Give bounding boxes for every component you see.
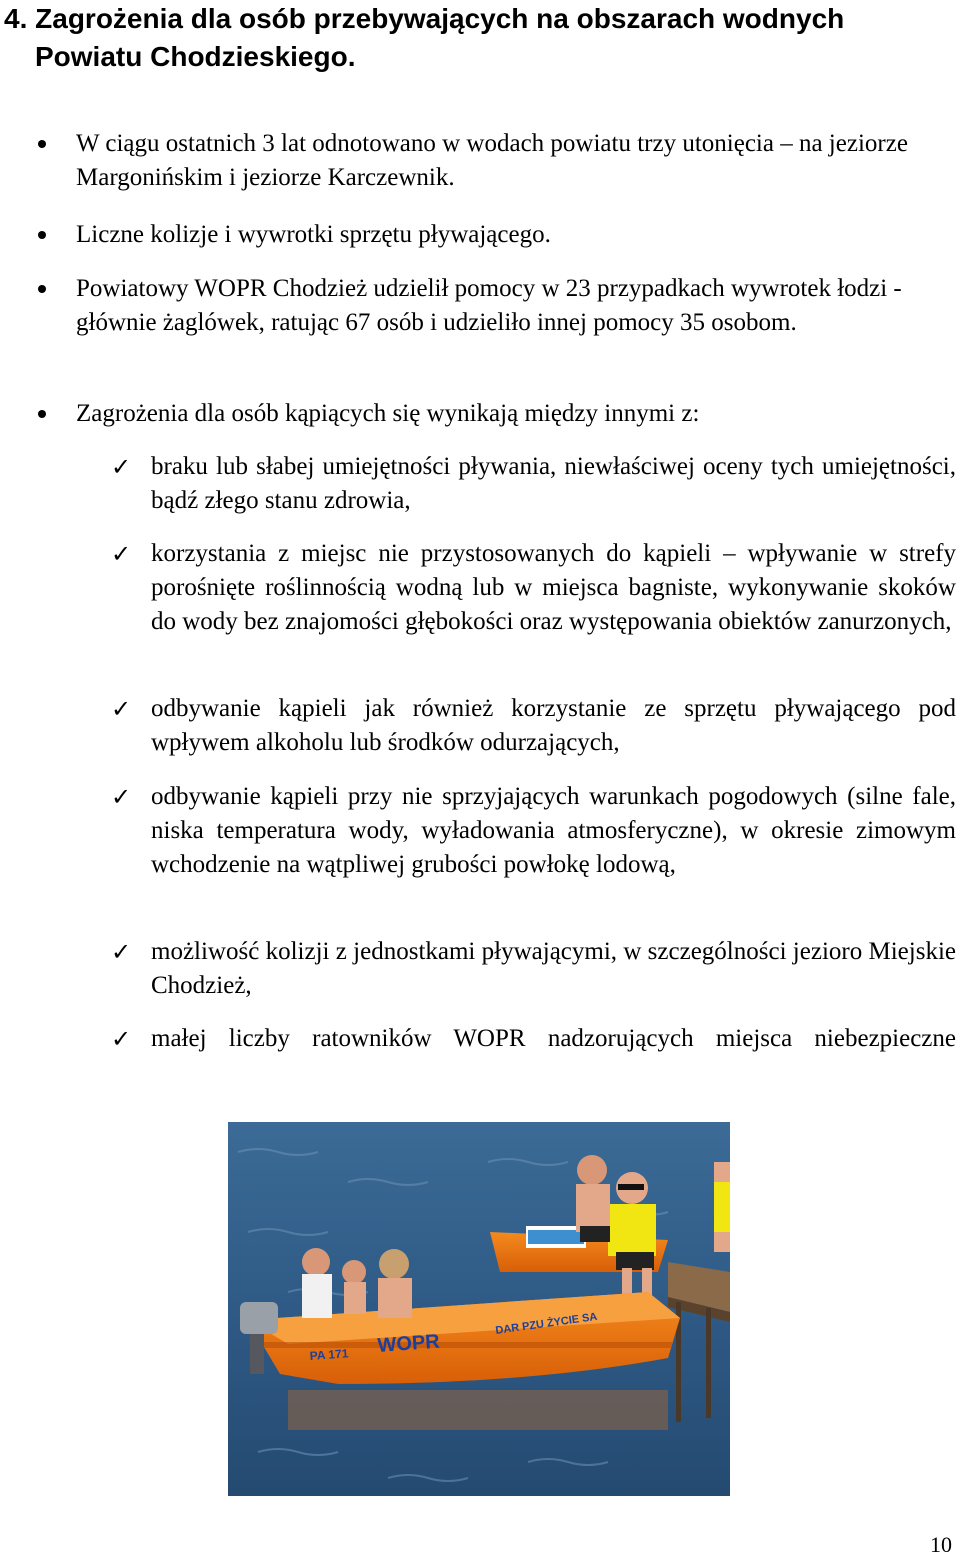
- person-standing-right: [714, 1162, 730, 1252]
- bullet-item-collisions: [76, 218, 932, 252]
- check-item-weather: [111, 780, 956, 882]
- check-text: odbywanie kąpieli jak również korzystanie ze sprzętu pływającego pod wpływem alkoholu lub środków odurzających,: [151, 695, 956, 756]
- section-number: 4.: [4, 3, 28, 34]
- boat-registration: PA 171: [309, 1346, 349, 1363]
- check-item-unsuitable-places: [111, 537, 956, 639]
- check-text: małej liczby ratowników WOPR nadzorujących miejsca niebezpieczne: [151, 1025, 956, 1052]
- checkmark-icon: ✓: [111, 938, 132, 966]
- check-text: możliwość kolizji z jednostkami pływającymi, w szczególności jezioro Miejskie Chodzież,: [151, 938, 956, 999]
- section-title-line1: Zagrożenia dla osób przebywających na obszarach wodnych: [35, 3, 845, 34]
- boat-lettering: WOPR: [376, 1330, 441, 1357]
- checkmark-icon: ✓: [111, 783, 132, 811]
- bullet-text: Liczne kolizje i wywrotki sprzętu pływającego.: [76, 221, 551, 248]
- check-text: braku lub słabej umiejętności pływania, niewłaściwej oceny tych umiejętności, bądź złego stanu zdrowia,: [151, 453, 956, 514]
- bullet-text: W ciągu ostatnich 3 lat odnotowano w wodach powiatu trzy utonięcia – na jeziorze Margonińskim i jeziorze Karczewnik.: [76, 130, 908, 191]
- boat-motto: DAR PZU ŻYCIE SA: [494, 1310, 599, 1337]
- bullet-item-threats: [76, 397, 932, 431]
- section-heading: [4, 0, 944, 76]
- check-item-alcohol: [111, 692, 956, 760]
- checkmark-icon: ✓: [111, 540, 132, 568]
- section-title-line2: Powiatu Chodzieskiego.: [35, 41, 356, 72]
- bullet-icon: [38, 285, 46, 293]
- bullet-text: Powiatowy WOPR Chodzież udzielił pomocy w 23 przypadkach wywrotek łodzi - głównie żaglówek, ratując 67 osób i udzieliło innej pomocy 35 osobom.: [76, 275, 902, 336]
- bullet-icon: [38, 410, 46, 418]
- bullet-icon: [38, 140, 46, 148]
- checkmark-icon: ✓: [111, 453, 132, 481]
- bullet-item-wopr-help: [76, 272, 932, 340]
- check-item-collisions: [111, 935, 956, 1003]
- check-item-lifeguards: [111, 1022, 956, 1056]
- check-item-swimming-skills: [111, 450, 956, 518]
- bullet-icon: [38, 231, 46, 239]
- boat-reflection: [288, 1390, 668, 1430]
- checkmark-icon: ✓: [111, 1025, 132, 1053]
- wopr-boat-photo: [228, 1122, 730, 1496]
- check-text: korzystania z miejsc nie przystosowanych do kąpieli – wpływanie w strefy porośnięte roślinnością wodną lub w miejsca bagniste, wykonywanie skoków do wody bez znajomości głębokości oraz występowania obiektów zanurzonych,: [151, 540, 956, 635]
- man-sitting: [576, 1155, 610, 1242]
- checkmark-icon: ✓: [111, 695, 132, 723]
- bullet-text: Zagrożenia dla osób kąpiących się wynikają między innymi z:: [76, 400, 700, 427]
- page-number: 10: [930, 1532, 952, 1557]
- bullet-item-drownings: [76, 127, 932, 195]
- check-text: odbywanie kąpieli przy nie sprzyjających warunkach pogodowych (silne fale, niska temperatura wody, wyładowania atmosferyczne), w okresie zimowym wchodzenie na wątpliwej grubości powłokę lodową,: [151, 783, 956, 878]
